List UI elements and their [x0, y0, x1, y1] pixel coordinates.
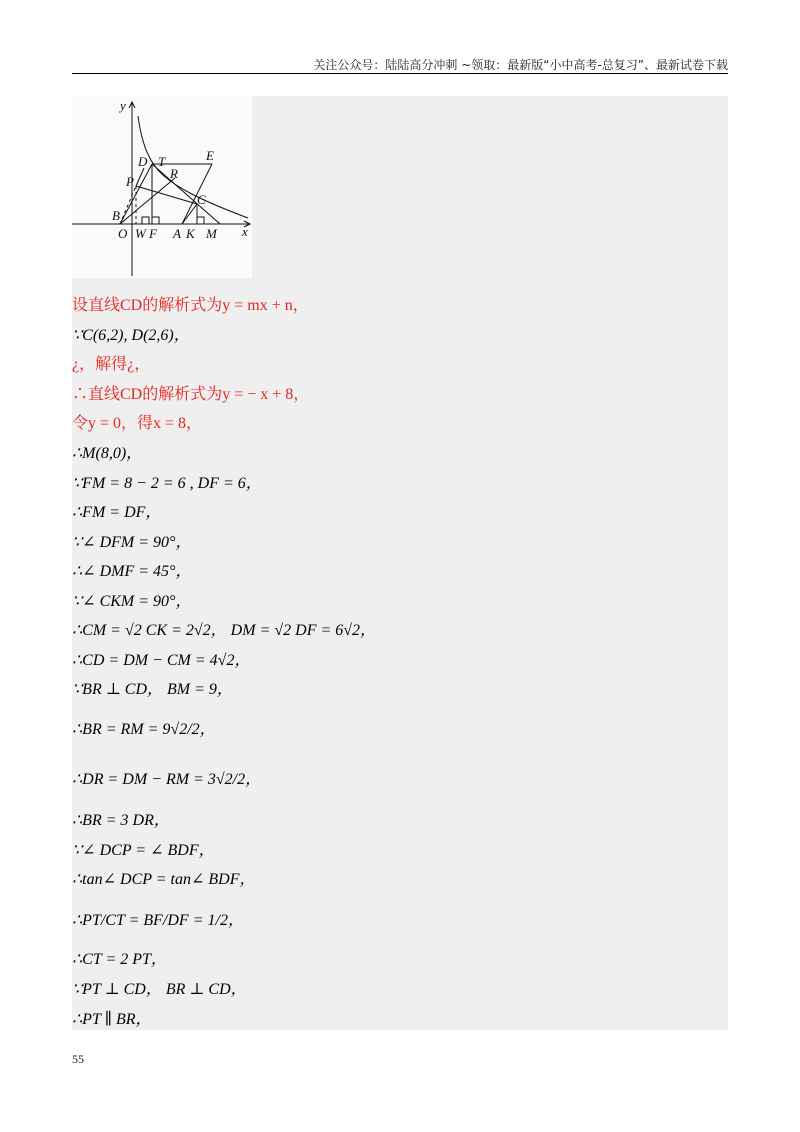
right-angle-marker-K: [197, 217, 204, 224]
label-P: P: [126, 174, 134, 189]
solution-line: 令y = 0，得x = 8，: [72, 415, 203, 432]
solution-line: ∴PT/CT = BF/DF = 1/2，: [72, 912, 244, 929]
solution-line: ∴BR = 3 DR，: [72, 812, 170, 829]
label-D: D: [138, 154, 148, 169]
solution-line: ∴PT ∥ BR，: [72, 1011, 152, 1028]
solution-line: ∵∠ DFM = 90°，: [72, 534, 192, 551]
page-header: 关注公众号：陆陆高分冲刺 ~领取：最新版“小中高考-总复习”、最新试卷下载: [313, 58, 728, 72]
solution-line: ¿，解得¿，: [72, 356, 151, 373]
solution-line: ∴CT = 2 PT，: [72, 951, 167, 968]
solution-line: ∵∠ CKM = 90°，: [72, 593, 192, 610]
solution-line: ∵BR ⊥ CD， BM = 9，: [72, 681, 233, 698]
solution-line: ∴FM = DF，: [72, 504, 162, 521]
segment-PT: [136, 168, 144, 186]
label-B: B: [112, 208, 120, 223]
label-A: A: [173, 226, 181, 241]
page-number: 55: [72, 1052, 84, 1066]
label-F: F: [149, 226, 157, 241]
solution-line: ∴DR = DM − RM = 3√2/2，: [72, 771, 262, 788]
solution-line: ∴BR = RM = 9√2/2，: [72, 721, 216, 738]
solution-line: ∴CM = √2 CK = 2√2， DM = √2 DF = 6√2，: [72, 622, 377, 639]
label-y: y: [120, 98, 126, 113]
solution-line: ∴∠ DMF = 45°，: [72, 563, 192, 580]
solution-line: ∴直线CD的解析式为y = − x + 8，: [72, 386, 310, 403]
solution-line: ∴M(8,0)，: [72, 445, 143, 462]
header-rule: [72, 73, 728, 74]
solution-line: ∵PT ⊥ CD， BR ⊥ CD，: [72, 981, 247, 998]
label-x: x: [242, 224, 248, 239]
label-R: R: [170, 166, 178, 181]
solution-line: 设直线CD的解析式为y = mx + n，: [72, 297, 309, 314]
solution-line: ∵FM = 8 − 2 = 6 , DF = 6，: [72, 475, 262, 492]
right-angle-marker-F: [152, 217, 159, 224]
solution-line: ∵C(6,2), D(2,6)，: [72, 327, 190, 344]
solution-content: [72, 96, 728, 1030]
label-W: W: [135, 226, 146, 241]
label-E: E: [206, 148, 214, 163]
label-T: T: [158, 154, 166, 169]
solution-line: ∵∠ DCP = ∠ BDF，: [72, 842, 215, 859]
geometry-diagram: [72, 96, 252, 278]
segment-CA: [182, 204, 197, 224]
right-angle-marker-W: [142, 217, 149, 224]
label-K: K: [186, 226, 195, 241]
label-O: O: [118, 226, 128, 241]
label-M: M: [206, 226, 217, 241]
dashed-B-P: [120, 186, 136, 224]
solution-line: ∴CD = DM − CM = 4√2，: [72, 652, 251, 669]
label-C: C: [197, 192, 206, 207]
geometry-figure: [72, 96, 252, 278]
solution-line: ∴tan∠ DCP = tan∠ BDF，: [72, 871, 256, 888]
